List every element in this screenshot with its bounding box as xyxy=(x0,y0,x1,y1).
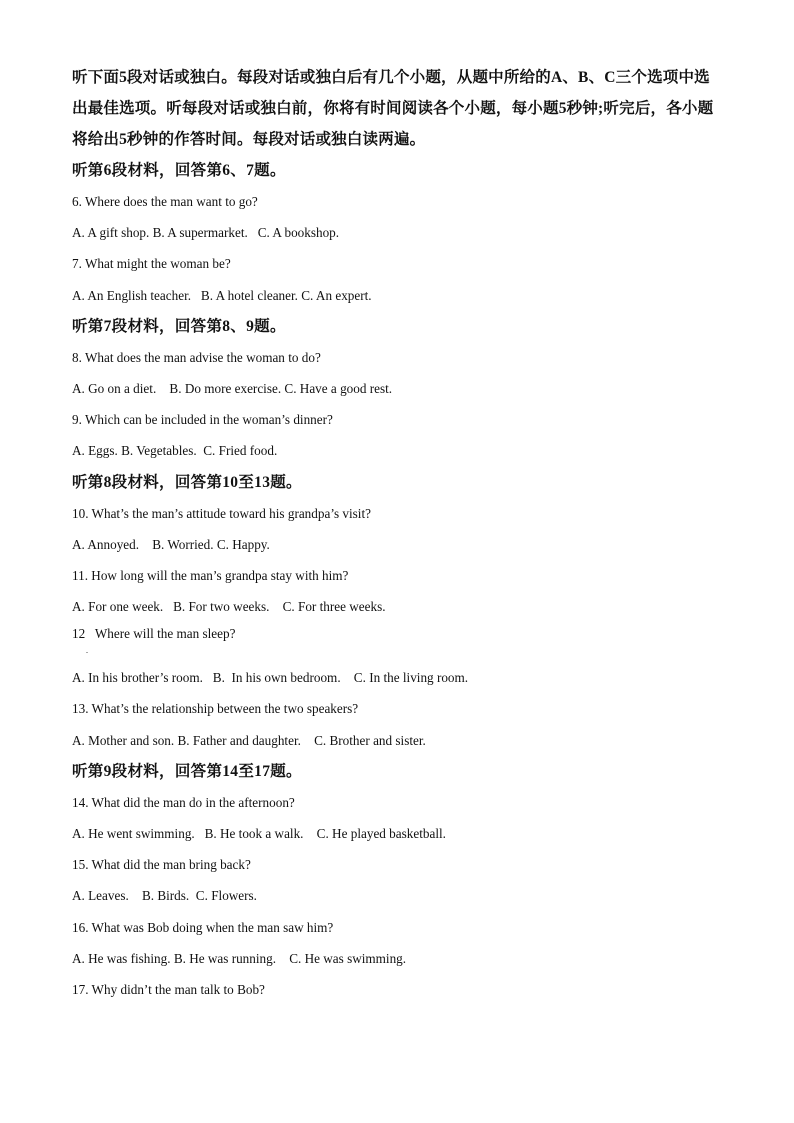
question-text: 11. How long will the man’s grandpa stay with him? xyxy=(72,567,349,583)
question-text: 6. Where does the man want to go? xyxy=(72,194,258,209)
section-heading: 听第7段材料，回答第8、9题。 xyxy=(72,317,286,335)
answer-options: A. Go on a diet. B. Do more exercise. C. Have a good rest. xyxy=(72,380,393,396)
question-text: 14. What did the man do in the afternoon? xyxy=(72,794,295,810)
question-text: 17. Why didn’t the man talk to Bob? xyxy=(72,981,265,997)
section-heading: 听第6段材料，回答第6、7题。 xyxy=(72,162,286,179)
answer-options: A. Leaves. B. Birds. C. Flowers. xyxy=(72,888,257,904)
answer-options: A. In his brother’s room. B. In his own bedroom. C. In the living room. xyxy=(72,670,469,686)
answer-options: A. He went swimming. B. He took a walk. C. He played basketball. xyxy=(72,826,446,841)
exam-page xyxy=(72,62,724,1005)
question-text: 16. What was Bob doing when the man saw him? xyxy=(72,919,334,935)
listening-instructions: 听下面5段对话或独白。每段对话或独白后有几个小题，从题中所给的A、B、C三个选项中选出最佳选项。听每段对话或独白前，你将有时间阅读各个小题，每小题5秒钟;听完后，各小题将给出5秒钟的作答时间。每段对话或独白读两遍。 xyxy=(72,69,714,148)
question-text: 7. What might the woman be? xyxy=(72,256,231,272)
answer-options: A. He was fishing. B. He was running. C. He was swimming. xyxy=(72,950,407,966)
question-text: 15. What did the man bring back? xyxy=(72,857,251,873)
question-text: 12 Where will the man sleep? xyxy=(72,626,236,642)
section-heading: 听第8段材料，回答第10至13题。 xyxy=(72,473,302,491)
answer-options: A. An English teacher. B. A hotel cleaner. C. An expert. xyxy=(72,287,372,303)
question-text: 9. Which can be included in the woman’s dinner? xyxy=(72,412,333,428)
section-heading: 听第9段材料，回答第14至17题。 xyxy=(72,762,302,780)
answer-options: A. A gift shop. B. A supermarket. C. A bookshop. xyxy=(72,225,340,241)
answer-options: A. For one week. B. For two weeks. C. For three weeks. xyxy=(72,599,386,615)
stray-mark: . xyxy=(86,646,88,656)
answer-options: A. Mother and son. B. Father and daughter. C. Brother and sister. xyxy=(72,732,426,748)
question-text: 8. What does the man advise the woman to do? xyxy=(72,349,321,365)
question-text: 13. What’s the relationship between the two speakers? xyxy=(72,701,359,717)
question-text: 10. What’s the man’s attitude toward his grandpa’s visit? xyxy=(72,505,371,521)
answer-options: A. Eggs. B. Vegetables. C. Fried food. xyxy=(72,443,278,459)
answer-options: A. Annoyed. B. Worried. C. Happy. xyxy=(72,536,270,552)
